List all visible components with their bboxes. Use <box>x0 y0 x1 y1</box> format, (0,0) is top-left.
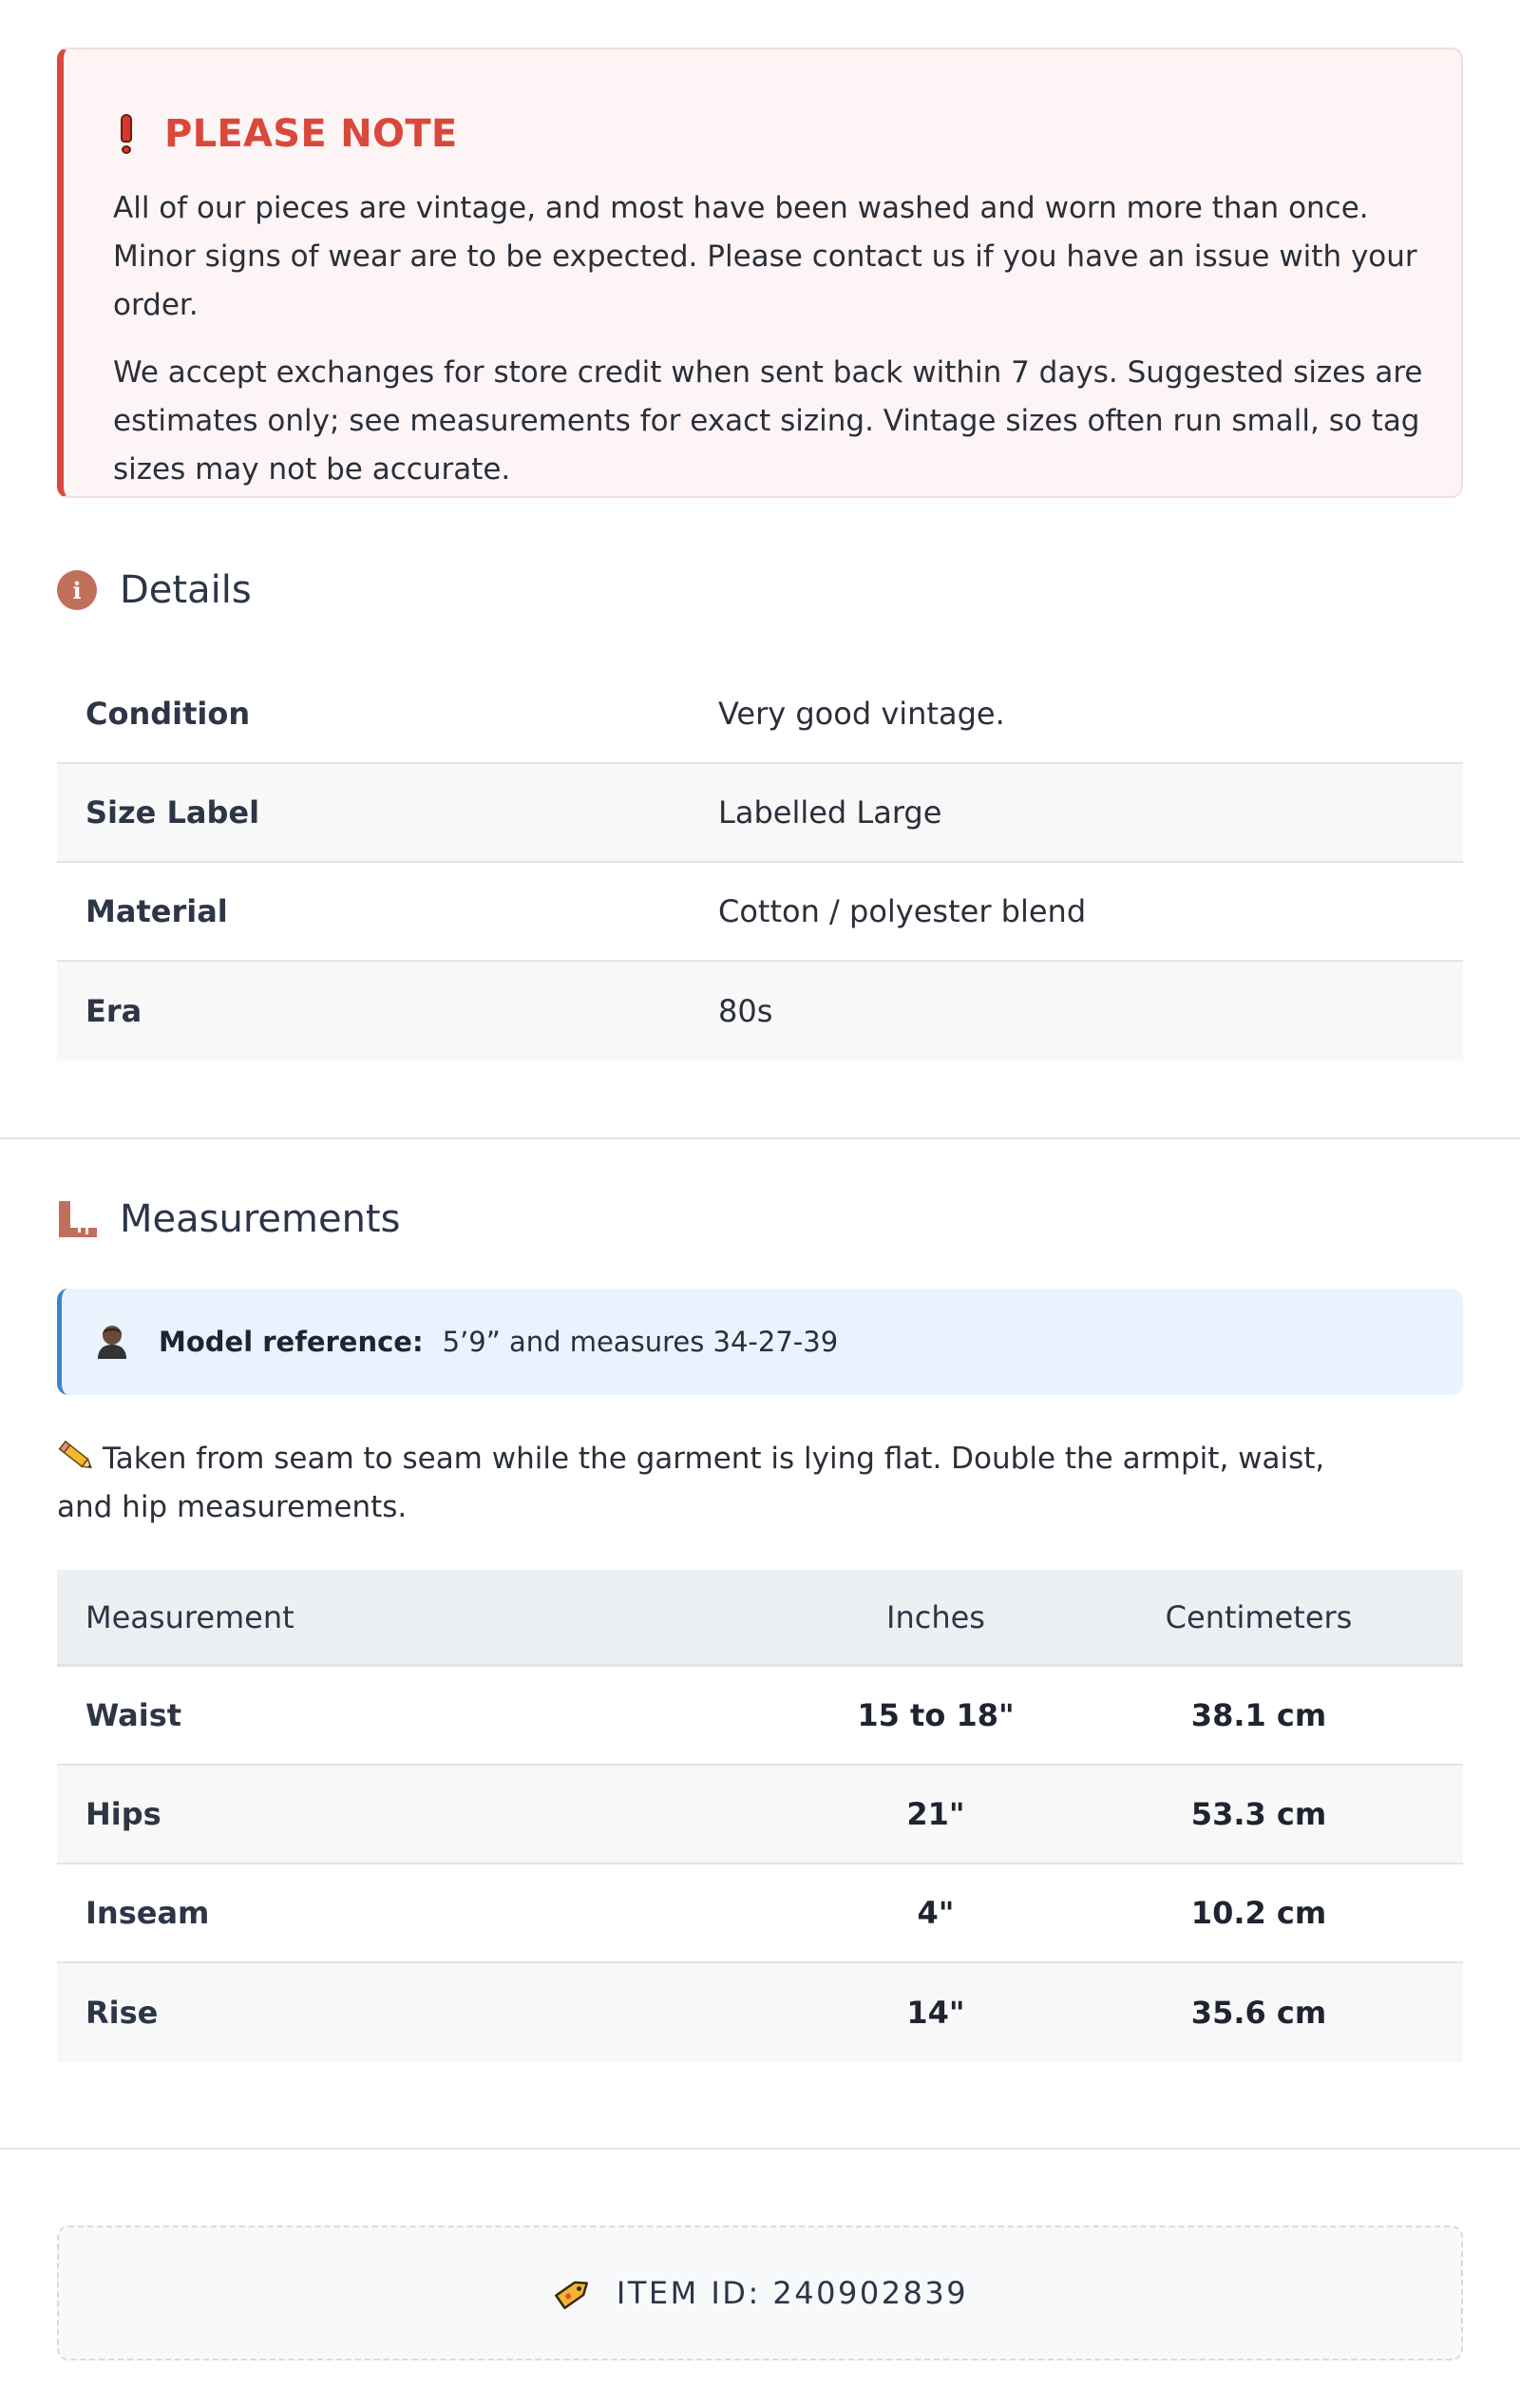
item-id-text: ITEM ID: 240902839 <box>616 2275 969 2311</box>
details-value: Cotton / polyester blend <box>718 893 1087 929</box>
measurement-cm: 53.3 cm <box>1190 1796 1327 1832</box>
details-label: Era <box>86 993 142 1029</box>
section-divider <box>0 2148 1520 2150</box>
table-row <box>57 1766 1463 1864</box>
details-label: Condition <box>86 696 251 732</box>
details-row <box>57 863 1463 962</box>
details-title: Details <box>120 568 252 612</box>
measurements-table <box>57 1570 1463 2062</box>
measurement-inches: 21" <box>906 1796 965 1832</box>
column-header: Centimeters <box>1165 1598 1353 1635</box>
notice-header <box>113 108 1414 160</box>
details-value: Labelled Large <box>718 794 942 831</box>
ruler-icon <box>57 1199 99 1239</box>
table-row <box>57 1667 1463 1766</box>
item-id-box <box>57 2226 1463 2360</box>
table-header-row <box>57 1570 1463 1667</box>
details-value: 80s <box>718 993 773 1029</box>
model-reference-label: Model reference: <box>159 1326 424 1358</box>
measurement-name: Waist <box>86 1697 182 1733</box>
measurement-inches: 15 to 18" <box>857 1697 1015 1733</box>
details-label: Material <box>86 893 228 929</box>
measurement-cm: 35.6 cm <box>1190 1995 1327 2031</box>
measurement-note-text: Taken from seam to seam while the garment is lying flat. Double the armpit, waist, and hip measurements. <box>57 1442 1325 1524</box>
info-icon: i <box>57 570 97 610</box>
tag-icon <box>552 2274 594 2312</box>
details-table <box>57 665 1463 1061</box>
measurement-name: Rise <box>86 1995 159 2031</box>
section-divider <box>0 1137 1520 1139</box>
table-row <box>57 1963 1463 2062</box>
pencil-icon <box>57 1440 95 1472</box>
measurement-inches: 4" <box>917 1895 955 1931</box>
measurements-heading <box>57 1197 400 1241</box>
table-row <box>57 1864 1463 1963</box>
details-value: Very good vintage. <box>718 696 1005 732</box>
measurement-cm: 10.2 cm <box>1190 1895 1327 1931</box>
measurement-inches: 14" <box>906 1995 965 2031</box>
please-note-box <box>57 48 1463 498</box>
measurement-cm: 38.1 cm <box>1190 1697 1327 1733</box>
column-header: Inches <box>886 1598 985 1635</box>
person-icon <box>96 1324 128 1360</box>
measurement-note <box>57 1435 1387 1532</box>
measurement-name: Inseam <box>86 1895 210 1931</box>
details-row <box>57 665 1463 764</box>
details-row <box>57 764 1463 863</box>
measurement-name: Hips <box>86 1796 162 1832</box>
model-reference-value: 5’9” and measures 34-27-39 <box>442 1326 839 1358</box>
notice-paragraph: All of our pieces are vintage, and most have been washed and worn more than once. Minor signs of wear are to be expected. Please contact us if you have an issue with your order. <box>113 191 1417 322</box>
notice-paragraph: We accept exchanges for store credit when sent back within 7 days. Suggested sizes are estimates only; see measurements for exact sizing. Vintage sizes often run small, so tag sizes may not be accurate. <box>113 355 1423 487</box>
measurements-title: Measurements <box>120 1197 401 1241</box>
exclamation-icon <box>121 114 132 154</box>
details-row <box>57 962 1463 1061</box>
details-label: Size Label <box>86 794 260 831</box>
model-reference-box <box>57 1289 1463 1395</box>
notice-title: PLEASE NOTE <box>164 112 458 156</box>
details-heading <box>57 568 252 612</box>
column-header: Measurement <box>86 1598 294 1635</box>
